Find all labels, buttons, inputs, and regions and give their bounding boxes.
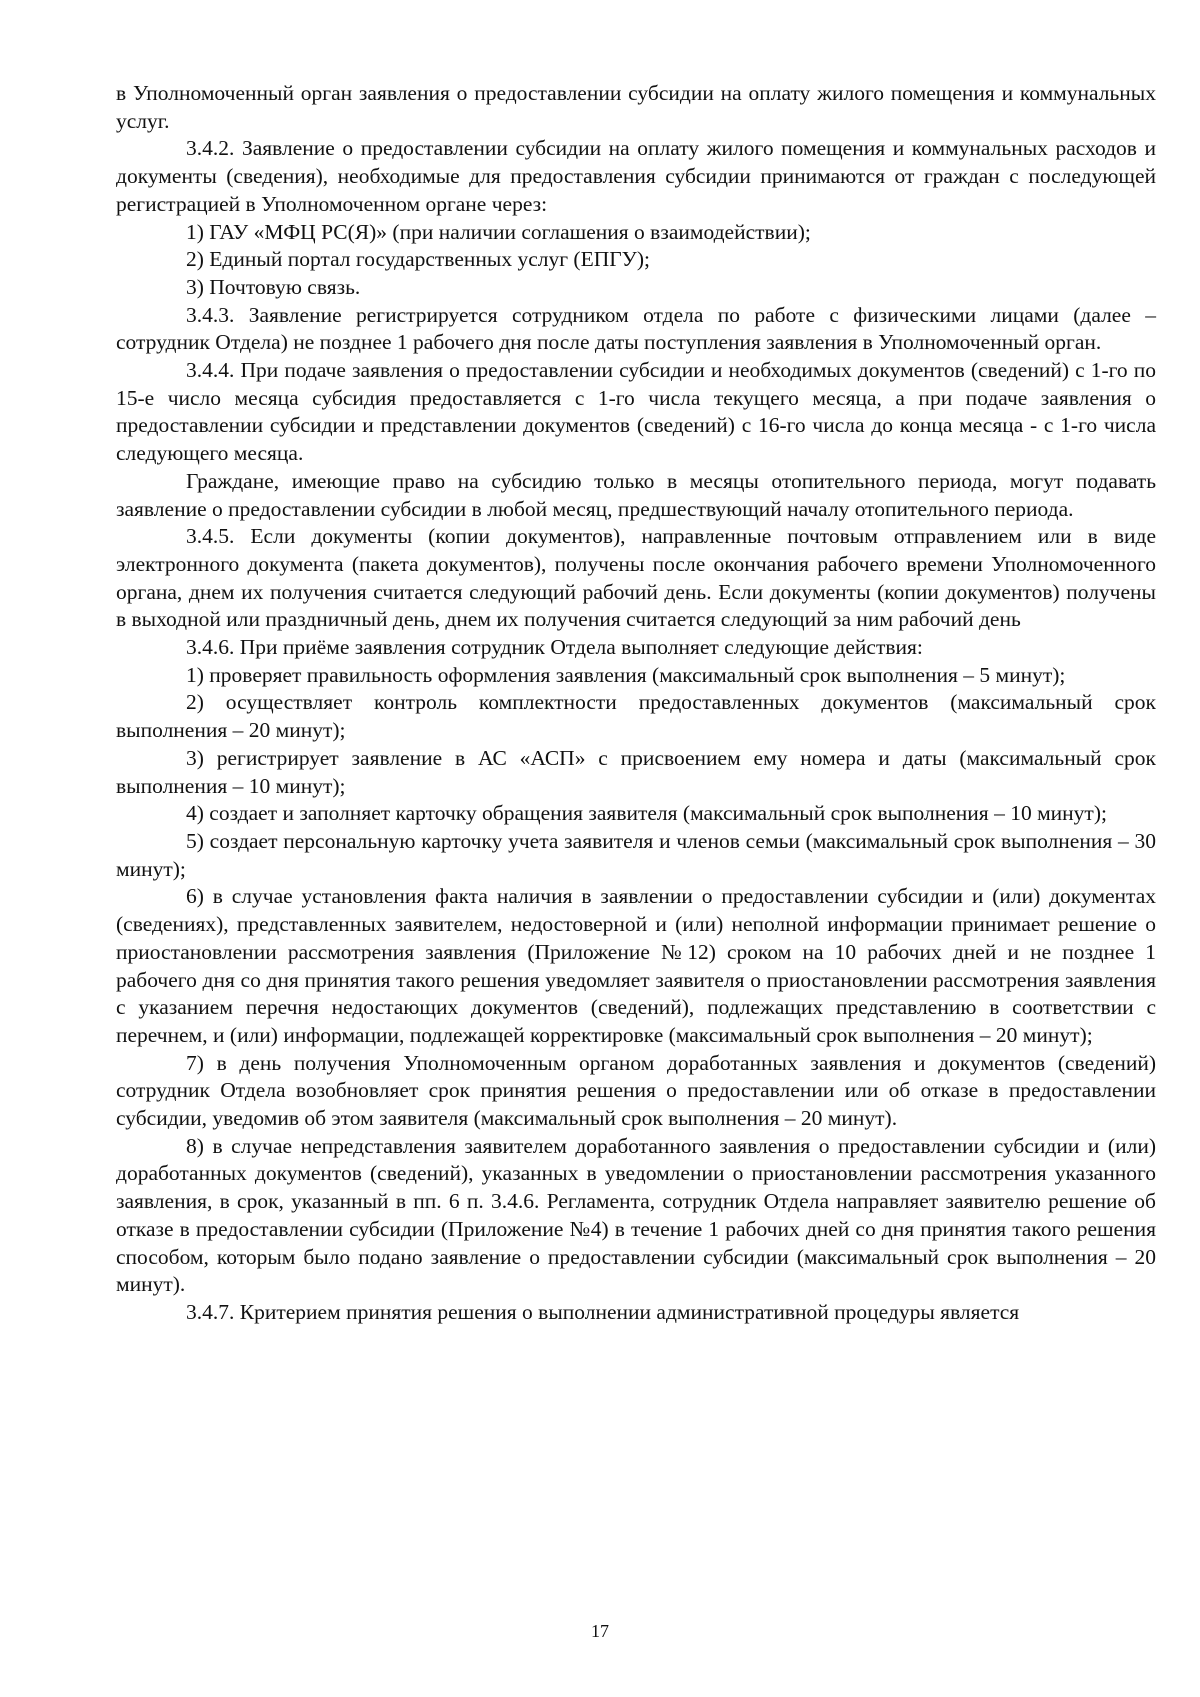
action-item-2: 2) осуществляет контроль комплектности предоставленных документов (максимальный срок выполнения – 20 минут); [116, 690, 1156, 743]
action-item-6: 6) в случае установления факта наличия в заявлении о предоставлении субсидии и (или) документах (сведениях), представленных заявителем, недостоверной и (или) неполной информации принимает решение о приостановлении рассмотрения заявления (Приложение №12) сроком на 10 рабочих дней и не позднее 1 рабочего дня со дня принятия такого решения уведомляет заявителя о приостановлении рассмотрения заявления с указанием перечня недостающих документов (сведений), подлежащих представлению в соответствии с перечнем, и (или) информации, подлежащей корректировке (максимальный срок выполнения – 20 минут); [116, 884, 1156, 1047]
list-item-post: 3) Почтовую связь. [186, 274, 361, 299]
paragraph-continuation: в Уполномоченный орган заявления о предоставлении субсидии на оплату жилого помещения и коммунальных услуг. [116, 81, 1156, 133]
list-item-epgu: 2) Единый портал государственных услуг (ЕПГУ); [186, 247, 651, 272]
list-item-mfc: 1) ГАУ «МФЦ РС(Я)» (при наличии соглашения о взаимодействии); [186, 219, 811, 244]
paragraph-3-4-6: 3.4.6. При приёме заявления сотрудник Отдела выполняет следующие действия: [186, 635, 923, 660]
document-page [116, 80, 1156, 1327]
action-item-1: 1) проверяет правильность оформления заявления (максимальный срок выполнения – 5 минут); [186, 662, 1066, 687]
paragraph-3-4-5: 3.4.5. Если документы (копии документов), направленные почтовым отправлением или в виде электронного документа (пакета документов), получены после окончания рабочего времени Уполномоченного органа, днем их получения считается следующий рабочий день. Если документы (копии документов) получены в выходной или праздничный день, днем их получения считается следующий за ним рабочий день [116, 524, 1156, 632]
action-item-5: 5) создает персональную карточку учета заявителя и членов семьи (максимальный срок выполнения – 30 минут); [116, 828, 1156, 881]
action-item-7: 7) в день получения Уполномоченным органом доработанных заявления и документов (сведений) сотрудник Отдела возобновляет срок принятия решения о предоставлении или об отказе в предоставлении субсидии, уведомив об этом заявителя (максимальный срок выполнения – 20 минут). [116, 1050, 1156, 1131]
paragraph-3-4-7: 3.4.7. Критерием принятия решения о выполнении административной процедуры является [186, 1299, 1020, 1324]
paragraph-3-4-2: 3.4.2. Заявление о предоставлении субсидии на оплату жилого помещения и коммунальных расходов и документы (сведения), необходимые для предоставления субсидии принимаются от граждан с последующей регистрацией в Уполномоченном органе через: [116, 136, 1156, 216]
action-item-4: 4) создает и заполняет карточку обращения заявителя (максимальный срок выполнения – 10 минут); [186, 801, 1107, 826]
paragraph-3-4-4: 3.4.4. При подаче заявления о предоставлении субсидии и необходимых документов (сведений) с 1-го по 15-е число месяца субсидия предоставляется с 1-го числа текущего месяца, а при подаче заявления о предоставлении субсидии и представлении документов (сведений) с 16-го числа до конца месяца - с 1-го числа следующего месяца. [116, 358, 1156, 466]
paragraph-3-4-3: 3.4.3. Заявление регистрируется сотрудником отдела по работе с физическими лицами (далее – сотрудник Отдела) не позднее 1 рабочего дня после даты поступления заявления в Уполномоченный орган. [116, 302, 1156, 355]
action-item-8: 8) в случае непредставления заявителем доработанного заявления о предоставлении субсидии и (или) доработанных документов (сведений), указанных в уведомлении о приостановлении рассмотрения указанного заявления, в срок, указанный в пп. 6 п. 3.4.6. Регламента, сотрудник Отдела направляет заявителю решение об отказе в предоставлении субсидии (Приложение №4) в течение 1 рабочих дней со дня принятия такого решения способом, которым было подано заявление о предоставлении субсидии (максимальный срок выполнения – 20 минут). [116, 1133, 1156, 1297]
page-number: 17 [591, 1621, 609, 1641]
paragraph-heating-period: Граждане, имеющие право на субсидию только в месяцы отопительного периода, могут подавать заявление о предоставлении субсидии в любой месяц, предшествующий началу отопительного периода. [116, 468, 1156, 521]
action-item-3: 3) регистрирует заявление в АС «АСП» с присвоением ему номера и даты (максимальный срок выполнения – 10 минут); [116, 745, 1156, 798]
